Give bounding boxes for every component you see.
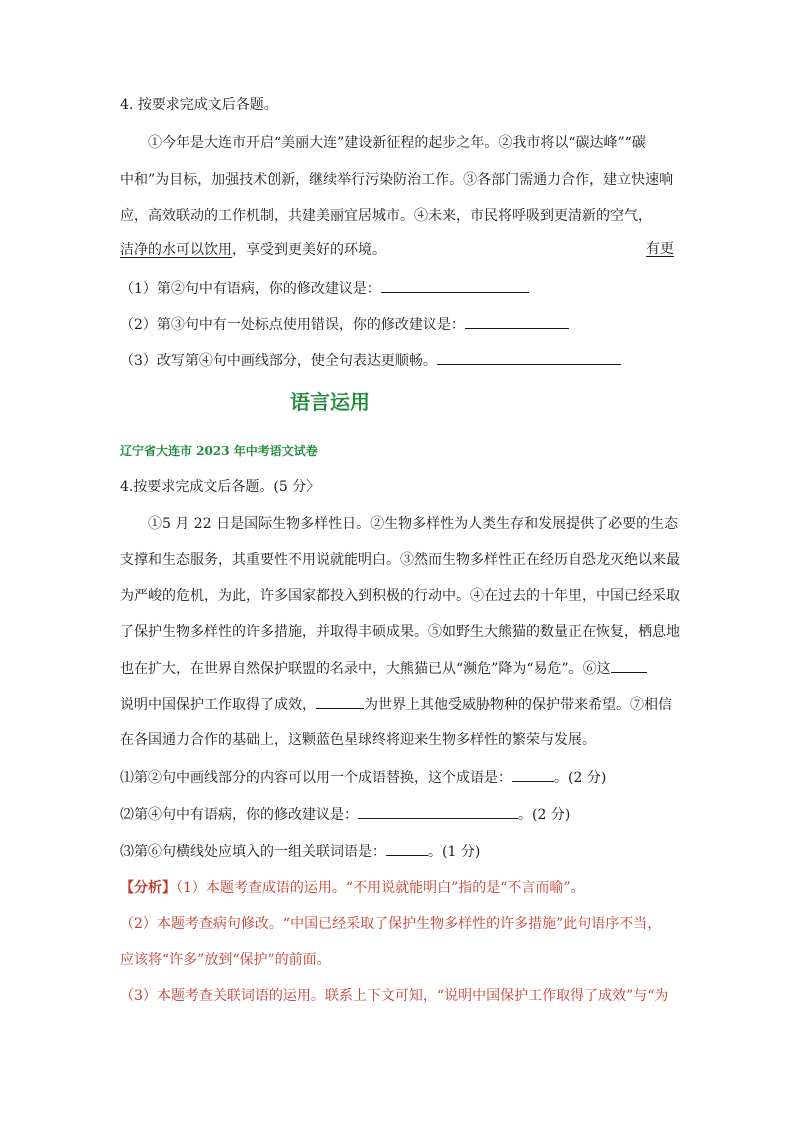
answer-blank[interactable] bbox=[381, 278, 529, 293]
exam-source: 辽宁省大连市 2023 年中考语文试卷 bbox=[120, 444, 318, 458]
sub-question-1: （1）第②句中有语病，你的修改建议是： bbox=[120, 278, 680, 299]
analysis-line: 应该将“许多”放到“保护”的前面。 bbox=[120, 952, 331, 968]
passage-line: 应，高效联动的工作机制，共建美丽宜居城市。④未来，市民将呼吸到更清新的空气， bbox=[120, 208, 652, 224]
sub-question-2: （2）第③句中有一处标点使用错误，你的修改建议是： bbox=[120, 314, 680, 335]
passage-line: 为严峻的危机，为此，许多国家都投入到积极的行动中。④在过去的十年里，中国已经采取 bbox=[120, 588, 680, 604]
sub-question-3: （3）改写第④句中画线部分，使全句表达更顺畅。 bbox=[120, 350, 680, 371]
passage-line: ①今年是大连市开启“美丽大连”建设新征程的起步之年。②我市将以“碳达峰”“碳 bbox=[148, 135, 646, 151]
analysis-tag: 【分析】 bbox=[120, 880, 176, 896]
answer-blank[interactable] bbox=[437, 350, 621, 365]
sub-question-2: ⑵第④句中有语病，你的修改建议是： 。(2 分) bbox=[120, 804, 680, 825]
passage-line: 支撑和生态服务，其重要性不用说就能明白。③然而生物多样性正在经历自恐龙灭绝以来最 bbox=[120, 552, 680, 568]
underlined-text: 洁净的水可以饮用 bbox=[120, 242, 232, 258]
analysis-line: （2）本题考查病句修改。“中国已经采取了保护生物多样性的许多措施”此句语序不当， bbox=[120, 916, 662, 932]
answer-blank[interactable] bbox=[611, 658, 647, 673]
question-heading: 4.按要求完成文后各题。(5 分〉 bbox=[120, 479, 321, 495]
answer-blank[interactable] bbox=[386, 841, 428, 856]
answer-blank[interactable] bbox=[512, 767, 554, 782]
analysis-line: 【分析】（1）本题考查成语的运用。“不用说就能明白”指的是“不言而喻”。 bbox=[120, 880, 585, 896]
sub-question-3: ⑶第⑥句横线处应填入的一组关联词语是： 。(1 分) bbox=[120, 841, 680, 862]
passage-line: 也在扩大，在世界自然保护联盟的名录中，大熊猫已从“濒危”降为“易危”。⑥这 bbox=[120, 658, 680, 679]
passage-line: 了保护生物多样性的许多措施，并取得丰硕成果。⑤如野生大熊猫的数量正在恢复，栖息地 bbox=[120, 624, 680, 640]
sub-question-1: ⑴第②句中画线部分的内容可以用一个成语替换，这个成语是： 。(2 分) bbox=[120, 767, 680, 788]
passage-line: 洁净的水可以饮用，享受到更美好的环境。 bbox=[120, 242, 386, 258]
underlined-text: 有更 bbox=[646, 241, 674, 257]
passage-line: 在各国通力合作的基础上，这颗蓝色星球终将迎来生物多样性的繁荣与发展。 bbox=[120, 732, 596, 748]
question-heading: 4. 按要求完成文后各题。 bbox=[120, 97, 278, 113]
answer-blank[interactable] bbox=[358, 804, 518, 819]
passage-line: 中和”为目标，加强技术创新，继续举行污染防治工作。③各部门需通力合作，建立快速响 bbox=[120, 172, 674, 188]
section-title: 语言运用 bbox=[290, 390, 370, 414]
answer-blank[interactable] bbox=[465, 314, 569, 329]
passage-line: 说明中国保护工作取得了成效， 为世界上其他受威胁物种的保护带来希望。⑦相信 bbox=[120, 694, 680, 715]
answer-blank[interactable] bbox=[316, 694, 364, 709]
passage-line: ①5 月 22 日是国际生物多样性日。②生物多样性为人类生存和发展提供了必要的生态 bbox=[148, 516, 679, 532]
analysis-line: （3）本题考查关联词语的运用。联系上下文可知，“说明中国保护工作取得了成效”与“为 bbox=[120, 988, 669, 1004]
